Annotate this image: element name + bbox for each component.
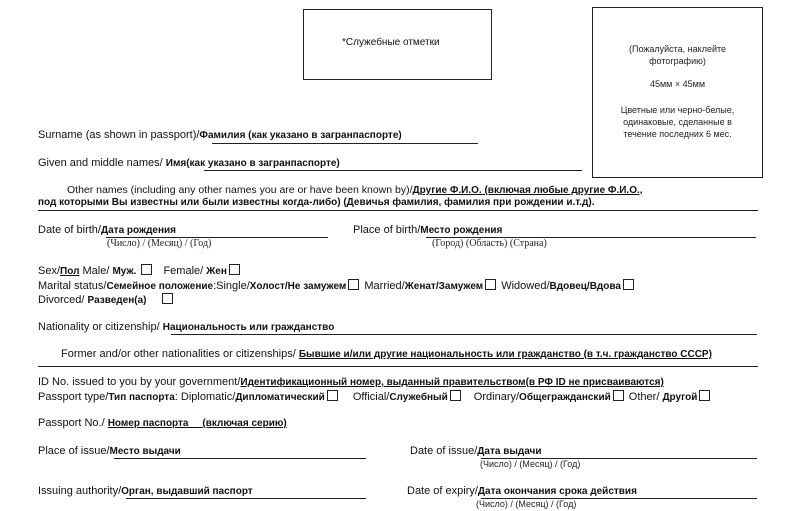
married-label-ru: Женат/Замужем [404,281,484,292]
nationality-underline[interactable] [171,334,757,335]
given-names-underline[interactable] [204,170,582,171]
date-expiry-label-ru: Дата окончания срока действия [477,486,637,497]
married-label-en: Married/ [361,280,405,292]
other-label-ru: Другой [662,392,698,403]
male-label-ru: Муж. [112,266,137,277]
passport-type-label-en: Passport type/ [38,391,109,403]
passport-no-label-en: Passport No./ [38,417,108,429]
dob-hint: (Число) / (Месяц) / (Год) [107,238,212,249]
authority-underline[interactable] [126,498,366,499]
authority-label-en: Issuing authority/ [38,485,122,497]
male-label-en: Male/ [79,265,113,277]
date-expiry-hint: (Число) / (Месяц) / (Год) [476,499,577,509]
pob-label-en: Place of birth/ [353,224,421,236]
id-label-ru: Идентификационный номер, выданный правительством(в РФ ID не присваиваются) [240,377,664,388]
photo-instruction-5: одинаковые, сделанные в [623,117,732,127]
sex-label-ru: Пол [60,266,80,277]
photo-instruction-1: (Пожалуйста, наклейте [628,44,727,54]
sex-label-en: Sex/ [38,265,61,277]
widowed-label-en: Widowed/ [498,280,550,292]
former-label-en: Former and/or other nationalities or citizenships/ [61,348,299,360]
female-label-en: Female/ [163,265,207,277]
other-checkbox[interactable] [699,390,710,401]
dob-label-en: Date of birth/ [38,224,101,236]
sex-row [38,264,242,277]
id-number-field[interactable] [38,376,664,388]
ordinary-label-ru: Общегражданский [519,392,611,403]
given-label-en: Given and middle names/ [38,157,166,169]
surname-label-en: Surname (as shown in passport)/ [38,129,200,141]
widowed-label-ru: Вдовец/Вдова [549,281,621,292]
date-of-expiry-field[interactable] [407,485,637,497]
female-checkbox[interactable] [229,264,240,275]
place-issue-label-en: Place of issue/ [38,445,110,457]
male-checkbox[interactable] [141,264,152,275]
pob-hint: (Город) (Область) (Страна) [432,238,547,249]
photo-instruction-4: Цветные или черно-белые, [620,105,735,115]
official-checkbox[interactable] [450,390,461,401]
given-label-ru: Имя(как указано в загранпаспорте) [165,158,340,169]
office-use-label: *Служебные отметки [342,37,440,48]
other-names-label-ru-1: Другие Ф.И.О. (включая любые другие Ф.И.О., [412,185,643,196]
diplomatic-checkbox[interactable] [327,390,338,401]
nationality-field[interactable] [38,321,334,333]
date-issue-hint: (Число) / (Месяц) / (Год) [480,459,581,469]
married-checkbox[interactable] [485,279,496,290]
photo-instruction-6: течение последних 6 мес. [623,129,732,139]
surname-underline[interactable] [212,143,478,144]
passport-no-label-ru: Номер паспорта (включая серию) [107,418,287,429]
passport-type-label-ru: Тип паспорта [108,392,175,403]
marital-row [38,279,636,292]
divorced-label-ru: Разведен(а) [87,295,147,306]
official-label-en: Official/ [349,391,390,403]
surname-field[interactable] [38,129,402,141]
divorced-checkbox[interactable] [162,293,173,304]
divorced-label-en: Divorced/ [38,294,88,306]
other-names-label-en: Other names (including any other names you are or have been known by)/ [67,184,413,196]
date-expiry-label-en: Date of expiry/ [407,485,478,497]
photo-box [592,7,763,178]
place-of-birth-field[interactable] [353,224,502,236]
passport-type-row [38,390,712,403]
place-issue-label-ru: Место выдачи [109,446,181,457]
date-issue-label-en: Date of issue/ [410,445,478,457]
nationality-label-ru: Национальность или гражданство [162,322,335,333]
date-of-birth-field[interactable] [38,224,176,236]
other-label-en: Other/ [625,391,663,403]
other-names-underline[interactable] [38,210,758,211]
other-names-field[interactable] [67,184,643,196]
nationality-label-en: Nationality or citizenship/ [38,321,163,333]
single-label-ru: Холост/Не замужем [249,281,347,292]
place-of-issue-field[interactable] [38,445,181,457]
dob-label-ru: Дата рождения [100,225,177,236]
authority-label-ru: Орган, выдавший паспорт [121,486,253,497]
marital-label-en: Marital status/ [38,280,107,292]
former-label-ru: Бывшие и/или другие национальность или гражданство (в т.ч. гражданство СССР) [298,349,712,360]
issuing-authority-field[interactable] [38,485,253,497]
divorced-row [38,293,175,306]
ordinary-label-en: Ordinary/ [470,391,520,403]
female-label-ru: Жен [206,266,227,277]
surname-label-ru: Фамилия (как указано в загранпаспорте) [199,130,402,141]
date-of-issue-field[interactable] [410,445,542,457]
photo-instruction-2: фотографию) [649,56,706,66]
date-issue-label-ru: Дата выдачи [477,446,542,457]
diplomatic-label-en: : Diplomatic/ [174,391,236,403]
diplomatic-label-ru: Дипломатический [235,392,325,403]
pob-label-ru: Место рождения [420,225,503,236]
ordinary-checkbox[interactable] [613,390,624,401]
former-underline[interactable] [38,366,758,367]
single-label-en: :Single/ [213,280,250,292]
official-label-ru: Служебный [389,392,448,403]
former-nationality-field[interactable] [61,348,712,360]
marital-label-ru: Семейное положение [106,281,214,292]
given-names-field[interactable] [38,157,340,169]
place-issue-underline[interactable] [114,458,366,459]
id-label-en: ID No. issued to you by your government/ [38,376,241,388]
widowed-checkbox[interactable] [623,279,634,290]
photo-size: 45мм × 45мм [649,79,706,89]
passport-number-field[interactable] [38,417,287,429]
single-checkbox[interactable] [348,279,359,290]
other-names-label-ru-2: под которыми Вы известны или были известны когда-либо) (Девичья фамилия, фамилия при рождении и.т.д). [38,197,595,208]
office-use-box [303,9,492,80]
